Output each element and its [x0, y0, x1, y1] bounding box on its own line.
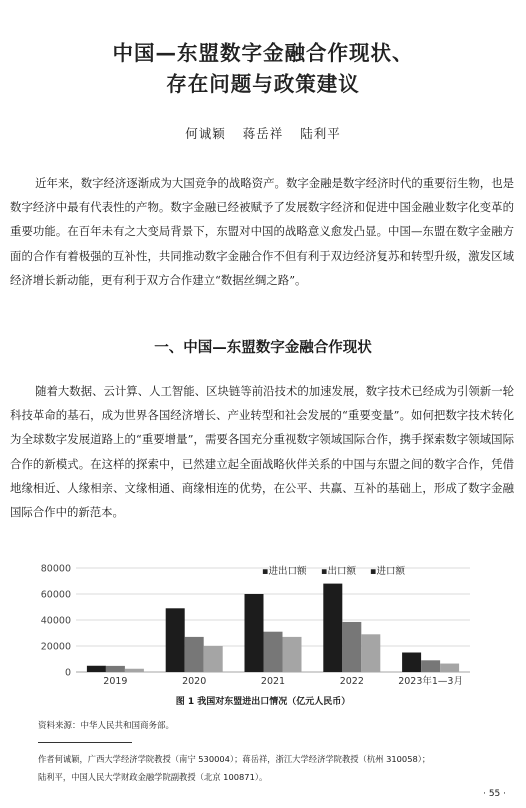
- bar-进口额: [283, 637, 302, 672]
- title-line-1: 中国—东盟数字金融合作现状、: [112, 41, 414, 65]
- legend-entry: ▪出口额: [321, 566, 356, 577]
- x-tick-label: 2020: [182, 676, 207, 687]
- legend-entry: ▪进口额: [370, 566, 405, 577]
- section-paragraph: 随着大数据、云计算、人工智能、区块链等前沿技术的加速发展，数字技术已经成为引领新一轮科技革命的基石，成为世界各国经济增长、产业转型和社会发展的“重要变量”。如何把数字技术转化为全球数字发展道路上的“重要增量”，需要各国充分重视数字领域国际合作，携手探索数字领域国际合作的新模式。在这样的探索中，已然建立起全面战略伙伴关系的中国与东盟之间的数字合作，凭借地缘相近、人缘相亲、文缘相通、商缘相连的优势，在公平、共赢、互补的基础上，形成了数字金融国际合作中的新范本。: [10, 384, 514, 520]
- bar-出口额: [106, 666, 125, 672]
- bar-进出口额: [323, 584, 342, 672]
- x-tick-label: 2019: [103, 676, 128, 687]
- bar-出口额: [342, 622, 361, 672]
- bar-进口额: [361, 634, 380, 672]
- bar-进口额: [440, 664, 459, 672]
- bar-出口额: [185, 637, 204, 672]
- footnote-line-2: 陆利平，中国人民大学财政金融学院副教授（北京 100871）。: [38, 772, 268, 782]
- page-number: · 55 ·: [483, 789, 506, 799]
- bar-进出口额: [402, 653, 421, 673]
- bar-进出口额: [87, 666, 106, 672]
- x-tick-label: 2022: [339, 676, 364, 687]
- bar-进口额: [125, 669, 144, 672]
- bar-进出口额: [245, 594, 264, 672]
- footnote-rule: [38, 742, 132, 743]
- y-tick-label: 0: [64, 667, 71, 679]
- x-tick-label: 2023年1—3月: [398, 676, 463, 687]
- y-tick-label: 80000: [40, 563, 71, 575]
- y-tick-label: 20000: [40, 641, 71, 653]
- figure-caption: 图 1 我国对东盟进出口情况（亿元人民币）: [175, 697, 351, 707]
- bar-进出口额: [166, 608, 185, 672]
- bar-出口额: [264, 632, 283, 672]
- authors: 何诚颖 蒋岳祥 陆利平: [185, 126, 341, 141]
- legend-entry: ▪进出口额: [262, 566, 307, 577]
- intro-paragraph: 近年来，数字经济逐渐成为大国竞争的战略资产。数字金融是数字经济时代的重要衍生物，也是数字经济中最有代表性的产物。数字金融已经被赋予了发展数字经济和促进中国金融业数字化变革的重要功能。在百年未有之大变局背景下，东盟对中国的战略意义愈发凸显。中国—东盟在数字金融方面的合作有着极强的互补性，共同推动数字金融合作不但有利于双边经济复苏和转型升级，激发区域经济增长新动能，更有利于双方合作建立“数据丝绸之路”。: [10, 176, 514, 287]
- bar-进口额: [204, 646, 223, 672]
- title-line-2: 存在问题与政策建议: [166, 72, 360, 96]
- y-tick-label: 40000: [40, 615, 71, 627]
- footnote-line-1: 作者何诚颖，广西大学经济学院教授（南宁 530004）；蒋岳祥，浙江大学经济学院教授（杭州 310058）；: [38, 754, 431, 764]
- source-note: 资料来源：中华人民共和国商务部。: [38, 721, 175, 731]
- bar-chart: [30, 560, 480, 692]
- y-tick-label: 60000: [40, 589, 71, 601]
- bar-出口额: [421, 660, 440, 672]
- x-tick-label: 2021: [260, 676, 286, 687]
- section-heading: 一、中国—东盟数字金融合作现状: [154, 340, 372, 356]
